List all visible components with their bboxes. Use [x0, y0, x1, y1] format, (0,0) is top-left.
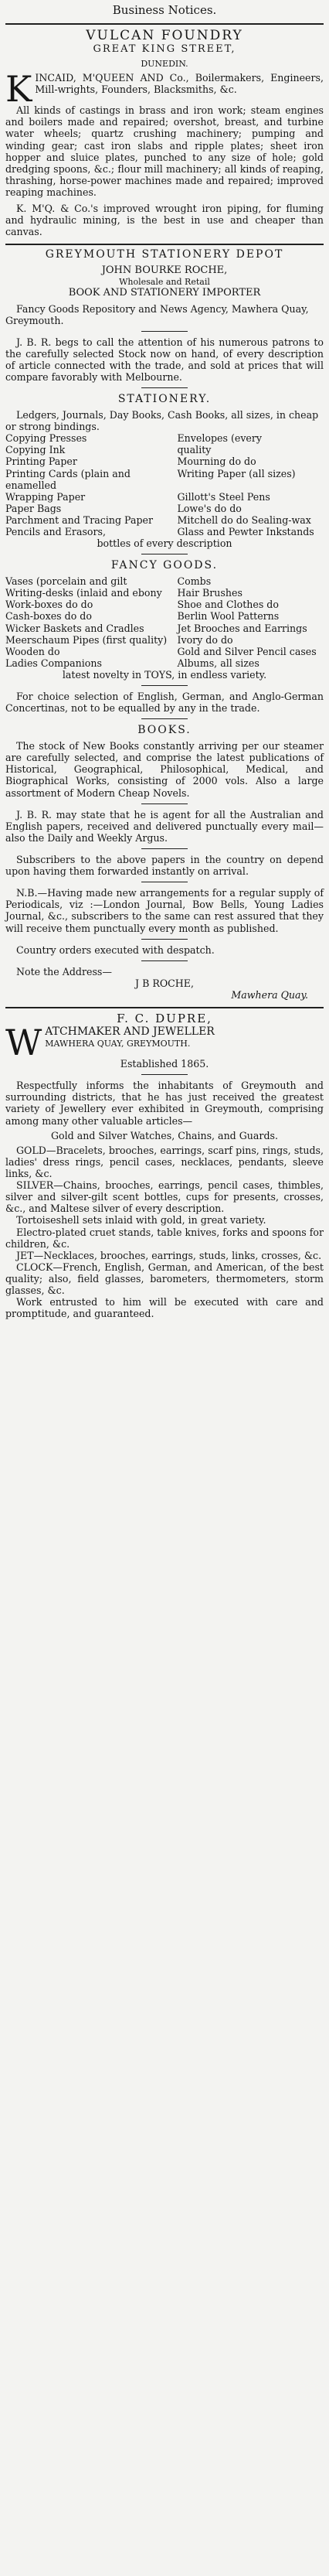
stationery-intro: Ledgers, Journals, Day Books, Cash Books, all sizes, in cheap or strong bindings. — [5, 409, 319, 433]
list-item — [5, 455, 324, 467]
dupre-established: Established 1865. — [120, 1058, 209, 1070]
roche-signature-place: Mawhera Quay. — [231, 988, 308, 1001]
list-item — [5, 646, 324, 657]
list-item — [5, 432, 324, 444]
list-item — [5, 491, 324, 503]
roche-repository: Fancy Goods Repository and News Agency, Mawhera Quay, Greymouth. — [5, 302, 309, 326]
item-right: Mourning do do — [177, 455, 256, 468]
divider — [141, 939, 188, 940]
item-right: Albums, all sizes — [177, 657, 259, 669]
fancy-list — [5, 575, 324, 669]
stationery-tail: bottles of every description — [97, 537, 232, 550]
list-item — [5, 623, 324, 634]
list-item — [5, 444, 324, 455]
list-item — [5, 610, 324, 622]
vulcan-intro-text: INCAID, M'QUEEN AND Co., Boilermakers, Engineers, Mill-wrights, Founders, Blacksmiths, &c. — [35, 72, 324, 96]
item-left: Copying Presses — [5, 432, 87, 445]
subscribers-notice: Subscribers to the above papers in the country on depend upon having them forwarded instantly on arrival. — [5, 853, 324, 878]
divider — [141, 718, 188, 719]
item-right: Jet Brooches and Earrings — [177, 622, 307, 634]
list-item — [5, 634, 324, 646]
roche-role: Wholesale and Retail — [119, 276, 210, 287]
divider — [5, 244, 324, 245]
item-left: Wooden do — [5, 645, 60, 657]
vulcan-body: All kinds of castings in brass and iron work; steam engines and boilers made and repaired; overshot, breast, and turbine water wheels; quartz crushing machinery; pumping and winding gear; cast iron slabs and ripple plates; sheet iron hopper and sluice plates, punched to any size of hole; gold dredging spoons, &c.; flour mill machinery; all kinds of reaping, thrashing, horse-power machines made and repaired; improved reaping machines. — [5, 104, 324, 198]
item-left: Printing Paper — [5, 455, 77, 468]
item-right: Ivory do do — [177, 633, 233, 646]
item-left: Wicker Baskets and Cradles — [5, 622, 144, 634]
dupre-address: MAWHERA QUAY, GREYMOUTH. — [45, 1038, 191, 1049]
section-header: Business Notices. — [112, 3, 217, 17]
fancy-heading: FANCY GOODS. — [110, 559, 219, 572]
books-heading: BOOKS. — [137, 724, 192, 737]
divider — [141, 960, 188, 961]
list-item — [5, 503, 324, 514]
roche-ad — [5, 248, 324, 1001]
dupre-tortoiseshell: Tortoiseshell sets inlaid with gold, in great variety. — [16, 1214, 266, 1227]
list-item — [5, 657, 324, 669]
roche-signature: J B ROCHE, — [135, 977, 194, 989]
list-item — [5, 599, 324, 610]
fancy-tail: latest novelty in TOYS, in endless variety. — [62, 668, 267, 681]
divider — [141, 331, 188, 332]
dupre-gold-silver: Gold and Silver Watches, Chains, and Guards. — [51, 1129, 278, 1141]
item-left: Work-boxes do do — [5, 599, 93, 611]
vulcan-intro — [5, 68, 324, 111]
item-left: Pencils and Erasors, — [5, 526, 106, 538]
item-left: Writing-desks (inlaid and ebony — [5, 587, 162, 599]
vulcan-dropcap: K — [5, 68, 32, 111]
dupre-gold: GOLD—Bracelets, brooches, earrings, scarf pins, rings, studs, ladies' dress rings, pencil cases, necklaces, pendants, sleeve links, &c. — [5, 1144, 324, 1179]
roche-heading: BOOK AND STATIONERY IMPORTER — [68, 286, 261, 299]
vulcan-pipe: K. M'Q. & Co.'s improved wrought iron piping, for fluming and hydraulic mining, is the best in use and cheaper than canvas. — [5, 203, 324, 238]
divider — [141, 685, 188, 686]
item-right: Lowe's do do — [177, 502, 242, 514]
dupre-electro: Electro-plated cruet stands, table knives, forks and spoons for children, &c. — [5, 1226, 324, 1250]
nb-notice: N.B.—Having made new arrangements for a regular supply of Periodicals, viz :—London Journal, Bow Bells, Young Ladies Journal, &c., subscribers to the same can rest assured that they will receive them punctually every month as published. — [5, 887, 324, 934]
address-note: Note the Address— — [16, 965, 112, 978]
vulcan-street: GREAT KING STREET, — [93, 43, 236, 56]
item-left: Parchment and Tracing Paper — [5, 513, 153, 526]
divider — [5, 1007, 324, 1008]
list-item — [5, 526, 324, 537]
country-notice: Country orders executed with despatch. — [16, 943, 215, 956]
list-item — [5, 468, 324, 491]
item-right: Gillott's Steel Pens — [177, 490, 270, 503]
item-left: Paper Bags — [5, 502, 62, 514]
dupre-title: ATCHMAKER AND JEWELLER — [45, 1025, 215, 1039]
dupre-work: Work entrusted to him will be executed with care and promptitude, and guaranteed. — [5, 1296, 324, 1320]
item-right: Gold and Silver Pencil cases — [177, 645, 317, 657]
agent-notice: J. B. R. may state that he is agent for all the Australian and English papers, received and delivered punctually every mail—also the Daily and Weekly Argus. — [5, 808, 324, 844]
concertina-notice: For choice selection of English, German, and Anglo-German Concertinas, not to be equalled by any in the trade. — [5, 691, 324, 715]
stationery-list — [5, 432, 324, 537]
item-left: Cash-boxes do do — [5, 610, 92, 623]
item-right: Combs — [177, 575, 212, 588]
dupre-name: F. C. DUPRE, — [117, 1012, 212, 1026]
item-left: Printing Cards (plain and enamelled — [5, 467, 131, 491]
vulcan-ad — [5, 28, 324, 237]
roche-intro: J. B. R. begs to call the attention of his numerous patrons to the carefully selected Stock now on hand, of every description of article connected with the trade, and sold at prices that will compare favorably with Melbourne. — [5, 336, 324, 384]
roche-name: JOHN BOURKE ROCHE, — [101, 264, 228, 277]
divider — [141, 387, 188, 388]
item-right: Shoe and Clothes do — [177, 599, 279, 611]
item-left: Copying Ink — [5, 444, 66, 456]
item-left: Vases (porcelain and gilt — [5, 575, 127, 588]
item-right: Envelopes (every — [177, 432, 263, 445]
vulcan-city: DUNEDIN. — [141, 58, 188, 69]
item-left: Meerschaum Pipes (first quality) — [5, 633, 168, 646]
item-right: Glass and Pewter Inkstands — [177, 526, 314, 538]
item-right: quality — [177, 444, 212, 456]
divider — [141, 1074, 188, 1075]
list-item — [5, 514, 324, 526]
list-item — [5, 575, 324, 587]
item-left: Wrapping Paper — [5, 490, 86, 503]
dupre-jet: JET—Necklaces, brooches, earrings, studs, links, crosses, &c. — [16, 1249, 322, 1261]
item-right: Berlin Wool Patterns — [177, 610, 280, 623]
item-right: Mitchell do do Sealing-wax — [177, 513, 311, 526]
dupre-ad — [5, 1012, 324, 1319]
dupre-dropcap: W — [5, 1022, 42, 1064]
dupre-intro: Respectfully informs the inhabitants of Greymouth and surrounding districts, that he has just received the greatest variety of Jewellery ever exhibited in Greymouth, comprising among many other valuable articles— — [5, 1080, 324, 1127]
divider — [5, 23, 324, 25]
divider — [141, 848, 188, 849]
stationery-heading: STATIONERY. — [117, 393, 212, 406]
dupre-silver: SILVER—Chains, brooches, earrings, pencil cases, thimbles, silver and silver-gilt scent bottles, cups for presents, crosses, &c., and Maltese silver of every description. — [5, 1179, 324, 1215]
item-right: Writing Paper (all sizes) — [177, 467, 296, 479]
roche-title: GREYMOUTH STATIONERY DEPOT — [45, 248, 284, 261]
books-notice: The stock of New Books constantly arriving per our steamer are carefully selected, and comprise the latest publications of Historical, Geographical, Philosophical, Medical, and Biographical Works, consisting of 2000 vols. Also a large assortment of Modern Cheap Novels. — [5, 740, 324, 799]
list-item — [5, 587, 324, 599]
item-right: Hair Brushes — [177, 587, 243, 599]
vulcan-title: VULCAN FOUNDRY — [86, 28, 243, 43]
item-left: Ladies Companions — [5, 657, 102, 669]
dupre-clock: CLOCK—French, English, German, and American, of the best quality; also, field glasses, barometers, thermometers, storm glasses, &c. — [5, 1261, 324, 1297]
